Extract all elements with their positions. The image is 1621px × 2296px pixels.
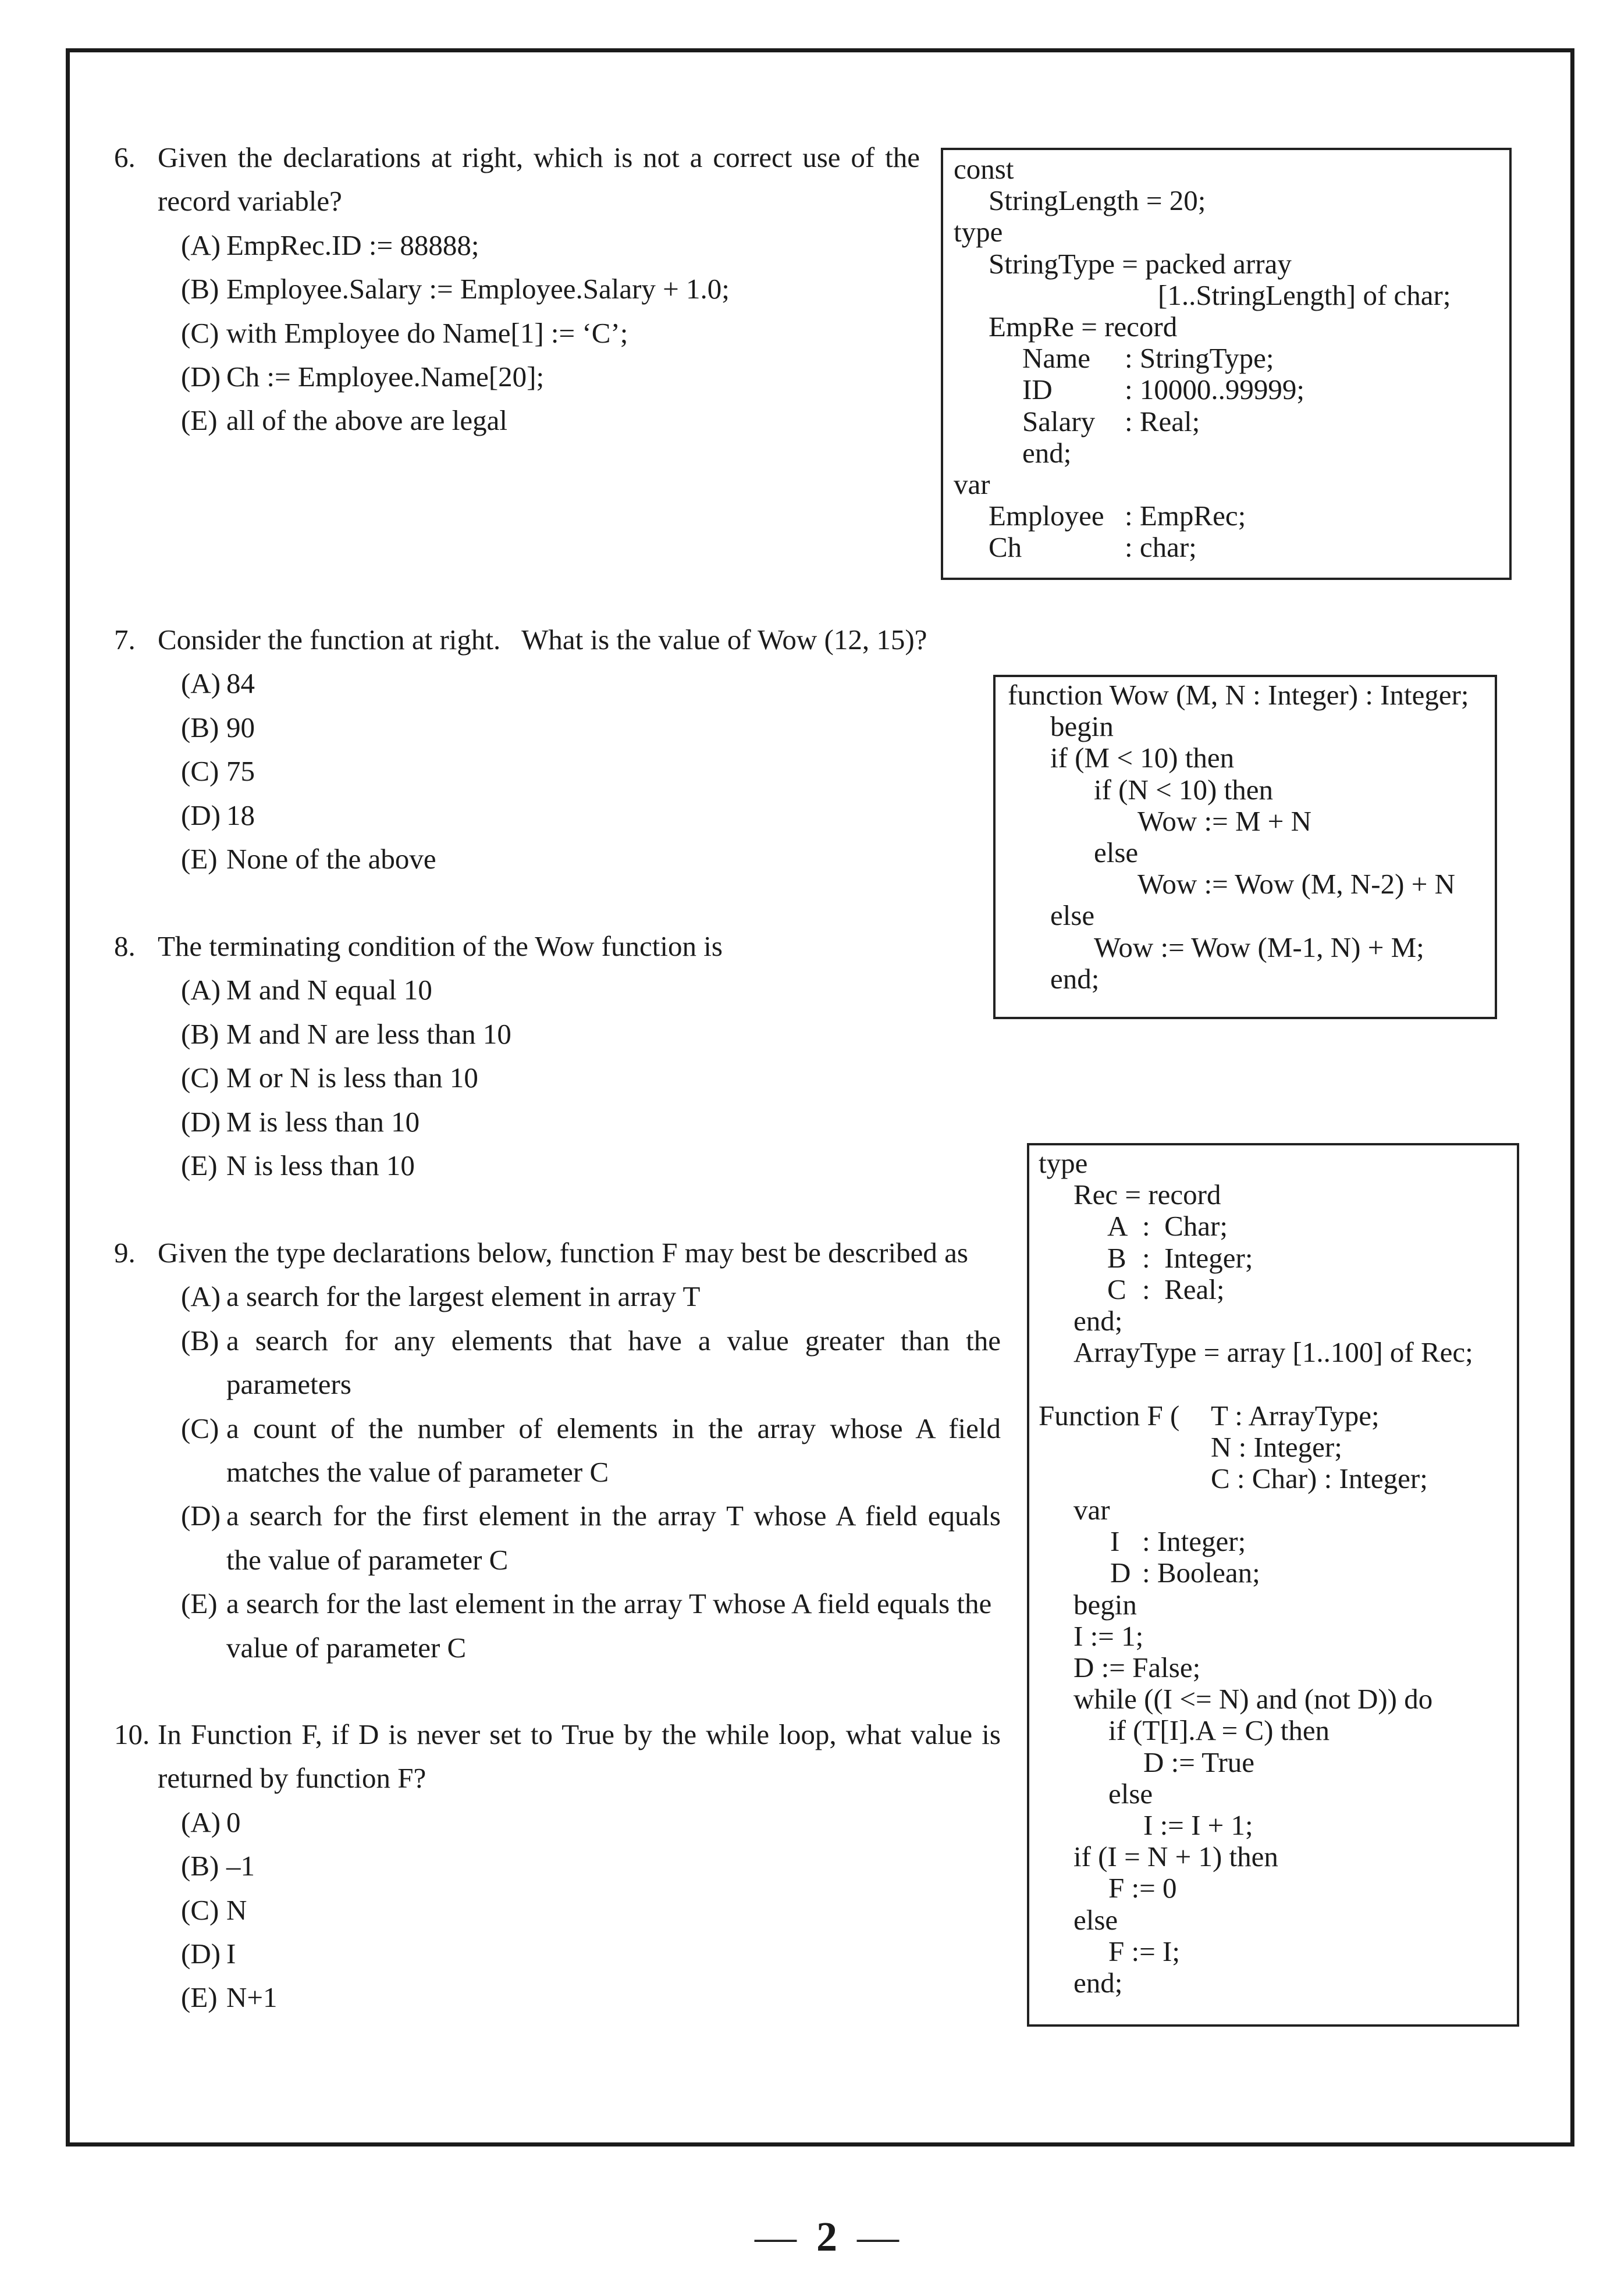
code-line [996, 868, 1495, 900]
option-label: (A) [181, 974, 221, 1006]
code-field-name: I [1110, 1525, 1120, 1558]
code-field-type: T : ArrayType; [1211, 1399, 1380, 1432]
option-b [114, 1012, 1010, 1056]
code-blank-line [1029, 1368, 1517, 1400]
code-line [1029, 1243, 1517, 1274]
code-line [1029, 1905, 1517, 1936]
code-text: type [954, 216, 1003, 248]
option-c [114, 1407, 1010, 1450]
option-d-continued [114, 1538, 1010, 1582]
code-text: begin [1050, 710, 1114, 743]
option-label: (B) [181, 711, 219, 743]
option-b [114, 706, 1010, 749]
code-line [943, 437, 1509, 469]
code-text: else [1108, 1777, 1153, 1810]
page-number [652, 2210, 1001, 2263]
code-field-name: B [1107, 1241, 1126, 1274]
code-line [996, 900, 1495, 931]
option-text: a search for the largest element in array T [226, 1280, 701, 1313]
option-label: (B) [181, 1017, 219, 1050]
code-line [1029, 1841, 1517, 1873]
code-field-name: Ch [989, 531, 1022, 564]
option-label: (C) [181, 1412, 219, 1444]
option-text: M is less than 10 [226, 1105, 420, 1138]
code-field-type: : Char; [1142, 1210, 1228, 1243]
code-text: ArrayType = array [1..100] of Rec; [1073, 1336, 1473, 1369]
code-text: D := False; [1073, 1651, 1201, 1683]
code-text: else [1050, 899, 1095, 932]
question-stem-line [114, 136, 1010, 179]
code-text: if (I = N + 1) then [1073, 1841, 1278, 1873]
code-text: F := I; [1108, 1935, 1180, 1967]
option-text: Employee.Salary := Employee.Salary + 1.0; [226, 273, 730, 305]
code-line [1029, 1148, 1517, 1179]
question-stem: returned by function F? [158, 1762, 426, 1795]
code-text: F := 0 [1108, 1872, 1177, 1905]
option-e [114, 1975, 1010, 2019]
code-line [1029, 1683, 1517, 1715]
code-line [943, 248, 1509, 280]
question-stem: The terminating condition of the Wow function is [158, 930, 723, 962]
code-line [943, 280, 1509, 311]
page-number-dash: — [755, 2213, 797, 2260]
option-text: 0 [226, 1806, 241, 1838]
code-text: while ((I <= N) and (not D)) do [1073, 1683, 1433, 1715]
option-label: (B) [181, 273, 219, 305]
option-b [114, 1319, 1010, 1362]
code-text: C : Char) : Integer; [1211, 1462, 1428, 1494]
code-line [1029, 1967, 1517, 1999]
code-text: N : Integer; [1211, 1430, 1342, 1463]
code-text: if (T[I].A = C) then [1108, 1714, 1330, 1747]
option-label: (C) [181, 1062, 219, 1094]
option-text: all of the above are legal [226, 404, 507, 437]
question-stem-line [114, 1231, 1010, 1275]
code-text: end; [1073, 1304, 1123, 1337]
question-number: 6. [114, 141, 136, 173]
code-line [1029, 1494, 1517, 1526]
code-line [1029, 1621, 1517, 1652]
option-label: (E) [181, 1149, 218, 1181]
code-field-name: Salary [1022, 405, 1096, 437]
option-label: (E) [181, 404, 218, 437]
code-line [1029, 1400, 1517, 1432]
code-field-name: Employee [989, 500, 1104, 532]
option-label: (D) [181, 1500, 221, 1532]
option-label: (A) [181, 1280, 221, 1313]
code-line [943, 500, 1509, 532]
wow-function-code-box [993, 675, 1497, 1019]
option-label: (C) [181, 755, 219, 788]
option-text: the value of parameter C [226, 1543, 509, 1576]
option-text: N is less than 10 [226, 1149, 415, 1181]
option-text: N [226, 1893, 247, 1926]
option-d [114, 1932, 1010, 1975]
option-text: a search for the first element in the array T whose A field equals [226, 1500, 1001, 1532]
option-c [114, 311, 1010, 355]
option-text: parameters [226, 1368, 351, 1401]
question-6 [114, 136, 1010, 443]
code-text: Wow := M + N [1137, 805, 1312, 837]
code-line [1029, 1747, 1517, 1778]
option-label: (A) [181, 667, 221, 700]
code-line [996, 774, 1495, 806]
code-text: StringType = packed array [989, 247, 1292, 280]
option-label: (E) [181, 1981, 218, 2014]
code-text: else [1094, 836, 1139, 868]
code-text: var [1073, 1494, 1110, 1526]
code-line [943, 216, 1509, 248]
code-line [1029, 1589, 1517, 1621]
code-text: end; [1022, 436, 1072, 469]
question-stem-line [114, 179, 1010, 223]
option-text: 84 [226, 667, 255, 700]
option-label: (E) [181, 842, 218, 875]
option-a [114, 661, 1010, 705]
option-text: matches the value of parameter C [226, 1455, 609, 1488]
option-e [114, 837, 1010, 881]
question-7 [114, 618, 1010, 881]
code-line [996, 932, 1495, 963]
option-c [114, 1056, 1010, 1099]
code-text: StringLength = 20; [989, 184, 1206, 217]
code-text: type [1039, 1147, 1088, 1179]
code-field-type: : Integer; [1142, 1525, 1246, 1558]
option-b-continued [114, 1362, 1010, 1406]
code-text: if (N < 10) then [1094, 773, 1273, 806]
code-text: end; [1050, 962, 1100, 995]
code-text: Wow := Wow (M, N-2) + N [1137, 868, 1455, 900]
question-stem-line [114, 1756, 1010, 1800]
question-stem: In Function F, if D is never set to True by the while loop, what value is [158, 1718, 1001, 1750]
code-line [1029, 1463, 1517, 1494]
option-label: (D) [181, 799, 221, 831]
option-text: value of parameter C [226, 1631, 467, 1664]
question-number: 8. [114, 930, 136, 962]
option-a [114, 968, 1010, 1012]
option-text: EmpRec.ID := 88888; [226, 229, 479, 261]
code-line [943, 532, 1509, 563]
code-field-name: A [1107, 1210, 1128, 1243]
code-line [943, 469, 1509, 500]
code-field-type: : 10000..99999; [1125, 373, 1304, 406]
code-line [943, 406, 1509, 437]
option-e [114, 398, 1010, 442]
code-line [996, 711, 1495, 742]
question-stem-line [114, 924, 1010, 968]
option-label: (C) [181, 1893, 219, 1926]
code-line [1029, 1526, 1517, 1557]
question-stem: record variable? [158, 185, 342, 218]
code-line [1029, 1936, 1517, 1967]
option-text: Ch := Employee.Name[20]; [226, 360, 545, 393]
option-c [114, 749, 1010, 793]
question-9 [114, 1231, 1010, 1670]
option-label: (B) [181, 1324, 219, 1357]
question-stem: Consider the function at right. What is the value of Wow (12, 15)? [158, 624, 927, 656]
option-text: I [226, 1937, 236, 1970]
code-line [1029, 1179, 1517, 1211]
option-d [114, 1100, 1010, 1144]
code-text: EmpRe = record [989, 310, 1178, 343]
code-line [1029, 1873, 1517, 1904]
code-line [996, 679, 1495, 711]
option-e [114, 1582, 1010, 1625]
code-field-name: Function F ( [1039, 1399, 1180, 1432]
code-field-name: Name [1022, 342, 1090, 375]
question-stem: Given the declarations at right, which is not a correct use of the [158, 141, 920, 173]
code-field-name: ID [1022, 373, 1053, 406]
code-line [1029, 1274, 1517, 1305]
question-stem: Given the type declarations below, function F may best be described as [158, 1237, 968, 1269]
option-text: M or N is less than 10 [226, 1062, 478, 1094]
code-line [1029, 1715, 1517, 1746]
code-text: [1..StringLength] of char; [1158, 279, 1451, 311]
code-text: Wow := Wow (M-1, N) + M; [1094, 931, 1424, 963]
question-stem-line [114, 618, 1010, 661]
code-line [1029, 1810, 1517, 1841]
code-field-type: : EmpRec; [1125, 500, 1246, 532]
code-text: Rec = record [1073, 1179, 1221, 1211]
code-line [1029, 1652, 1517, 1683]
declarations-code-box [941, 148, 1512, 580]
code-line [943, 185, 1509, 216]
option-e-continued [114, 1626, 1010, 1670]
code-field-name: C [1107, 1273, 1126, 1305]
code-field-type: : char; [1125, 531, 1197, 564]
option-c [114, 1888, 1010, 1932]
question-8 [114, 924, 1010, 1187]
code-field-type: : Boolean; [1142, 1557, 1260, 1589]
code-line [943, 374, 1509, 405]
code-field-type: : StringType; [1125, 342, 1274, 375]
code-line [943, 343, 1509, 374]
code-line [1029, 1211, 1517, 1242]
code-line [943, 311, 1509, 343]
code-line [996, 806, 1495, 837]
code-text: var [954, 468, 990, 500]
option-text: N+1 [226, 1981, 278, 2014]
code-text: D := True [1143, 1746, 1255, 1778]
question-number: 7. [114, 624, 136, 656]
option-label: (A) [181, 1806, 221, 1838]
option-d [114, 355, 1010, 398]
code-line [1029, 1557, 1517, 1589]
code-text: I := I + 1; [1143, 1809, 1253, 1841]
code-text: else [1073, 1903, 1118, 1936]
option-text: 18 [226, 799, 255, 831]
option-c-continued [114, 1450, 1010, 1494]
option-text: a count of the number of elements in the array whose A field [226, 1412, 1001, 1444]
option-label: (A) [181, 229, 221, 261]
question-10 [114, 1713, 1010, 2020]
option-text: M and N equal 10 [226, 974, 432, 1006]
option-text: a search for any elements that have a value greater than the [226, 1324, 1001, 1357]
code-line [996, 963, 1495, 995]
option-b [114, 1844, 1010, 1888]
page-number-dash: — [857, 2213, 899, 2260]
option-text: 75 [226, 755, 255, 788]
code-text: function Wow (M, N : Integer) : Integer; [1008, 679, 1469, 711]
code-field-type: : Real; [1142, 1273, 1225, 1305]
option-a [114, 223, 1010, 267]
option-text: None of the above [226, 842, 436, 875]
code-line [1029, 1432, 1517, 1463]
code-text: const [954, 153, 1014, 185]
code-line [1029, 1778, 1517, 1810]
option-label: (D) [181, 1105, 221, 1138]
question-number: 9. [114, 1237, 136, 1269]
code-text: begin [1073, 1588, 1137, 1621]
option-d [114, 793, 1010, 837]
question-stem-line [114, 1713, 1010, 1756]
page-number-value: 2 [816, 2213, 837, 2260]
option-text: –1 [226, 1850, 255, 1882]
option-label: (E) [181, 1587, 218, 1620]
code-text: end; [1073, 1966, 1123, 1999]
code-line [996, 837, 1495, 868]
code-field-type: : Integer; [1142, 1241, 1253, 1274]
code-line [943, 154, 1509, 185]
code-line [1029, 1305, 1517, 1337]
code-line [1029, 1337, 1517, 1368]
option-e [114, 1144, 1010, 1187]
option-label: (B) [181, 1850, 219, 1882]
option-a [114, 1275, 1010, 1318]
option-label: (C) [181, 316, 219, 349]
option-text: with Employee do Name[1] := ‘C’; [226, 316, 628, 349]
code-text: if (M < 10) then [1050, 742, 1235, 774]
code-line [996, 742, 1495, 774]
option-label: (D) [181, 1937, 221, 1970]
question-number: 10. [114, 1718, 150, 1750]
option-d [114, 1494, 1010, 1537]
option-a [114, 1800, 1010, 1844]
option-text: a search for the last element in the array T whose A field equals the [226, 1587, 992, 1620]
code-text: I := 1; [1073, 1619, 1144, 1652]
code-field-type: : Real; [1125, 405, 1200, 437]
option-text: 90 [226, 711, 255, 743]
option-text: M and N are less than 10 [226, 1017, 511, 1050]
function-f-code-box [1027, 1143, 1519, 2027]
option-b [114, 267, 1010, 311]
option-label: (D) [181, 360, 221, 393]
code-field-name: D [1110, 1557, 1131, 1589]
